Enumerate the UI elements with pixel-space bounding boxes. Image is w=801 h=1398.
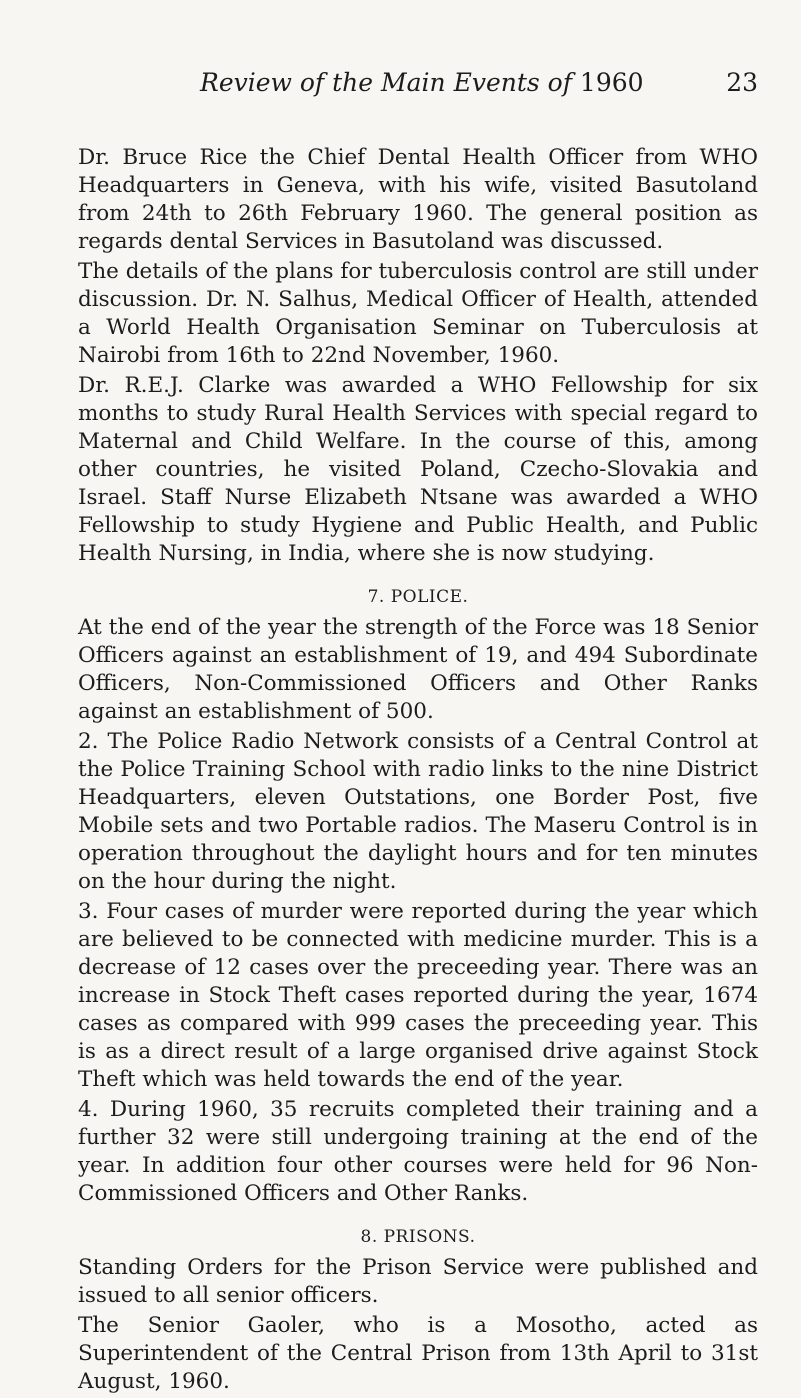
paragraph: Standing Orders for the Prison Service were published and issued to all senior officers.: [78, 1255, 758, 1308]
paragraph: 3. Four cases of murder were reported during the year which are believed to be connected with medicine murder. This is a decrease of 12 cases over the preceeding year. There was an increase in Stock Theft cases reported during the year, 1674 cases as compared with 999 cases the preceeding year. This is as a direct result of a large organised drive against Stock Theft which was held towards the end of the year.: [78, 899, 758, 1092]
paragraph: At the end of the year the strength of the Force was 18 Senior Officers against an establishment of 19, and 494 Subordinate Officers, Non-Commissioned Officers and Other Ranks against an establishment of 500.: [78, 615, 758, 724]
running-title-text: Review of the Main Events of: [200, 68, 572, 97]
page-header: [78, 68, 758, 104]
paragraph: The Senior Gaoler, who is a Mosotho, acted as Superintendent of the Central Prison from 13th April to 31st August, 1960.: [78, 1313, 758, 1394]
running-title-year: 1960: [579, 68, 644, 97]
document-page: [78, 68, 758, 1398]
paragraph: Dr. R.E.J. Clarke was awarded a WHO Fellowship for six months to study Rural Health Services with special regard to Maternal and Child Welfare. In the course of this, among other countries, he visited Poland, Czecho-Slovakia and Israel. Staff Nurse Elizabeth Ntsane was awarded a WHO Fellowship to study Hygiene and Public Health, and Public Health Nursing, in India, where she is now studying.: [78, 373, 758, 566]
paragraph: The details of the plans for tuberculosis control are still under discussion. Dr. N. Salhus, Medical Officer of Health, attended a World Health Organisation Seminar on Tuberculosis at Nairobi from 16th to 22nd November, 1960.: [78, 259, 758, 368]
paragraph: 2. The Police Radio Network consists of a Central Control at the Police Training School with radio links to the nine District Headquarters, eleven Outstations, one Border Post, five Mobile sets and two Portable radios. The Maseru Control is in operation throughout the daylight hours and for ten minutes on the hour during the night.: [78, 729, 758, 894]
section-heading-police: 7. POLICE.: [367, 587, 469, 607]
paragraph: Dr. Bruce Rice the Chief Dental Health Officer from WHO Headquarters in Geneva, with his wife, visited Basutoland from 24th to 26th February 1960. The general position as regards dental Services in Basutoland was discussed.: [78, 145, 758, 254]
section-heading-prisons: 8. PRISONS.: [360, 1227, 476, 1247]
body-text: [78, 144, 758, 1396]
paragraph: 4. During 1960, 35 recruits completed their training and a further 32 were still undergoing training at the end of the year. In addition four other courses were held for 96 Non-Commissioned Officers and Other Ranks.: [78, 1097, 758, 1206]
page-number: 23: [726, 68, 758, 97]
running-title: [200, 68, 644, 97]
